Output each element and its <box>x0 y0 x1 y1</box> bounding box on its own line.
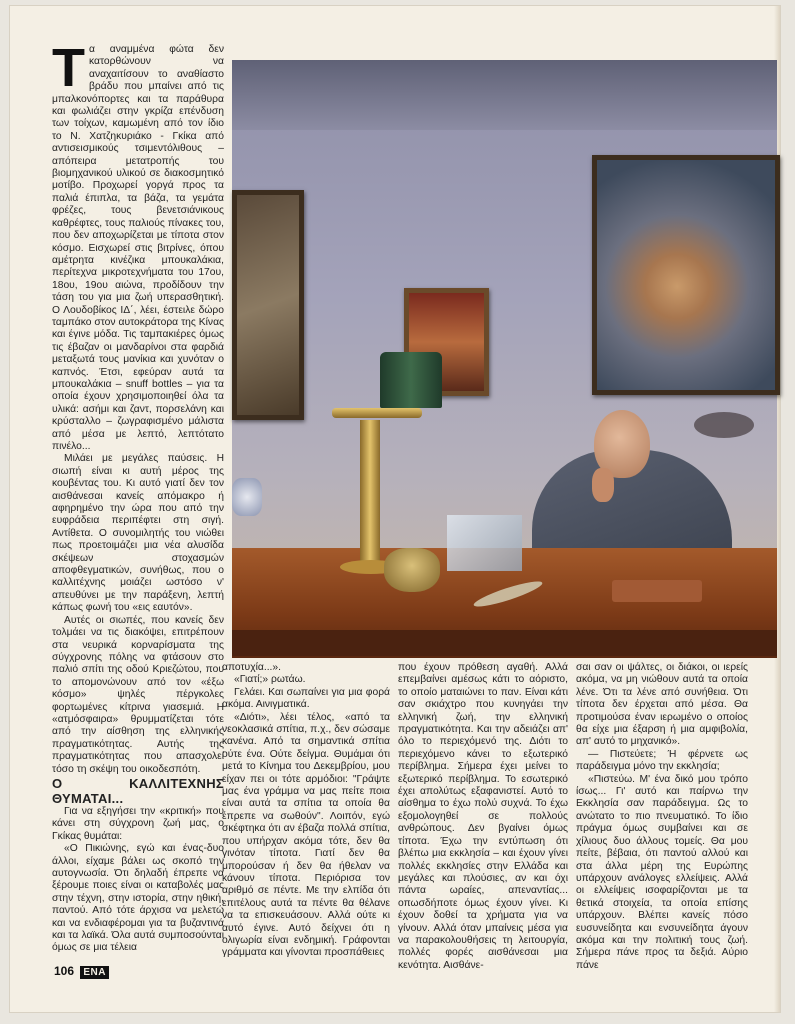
section-heading: Ο ΚΑΛΛΙΤΕΧΝΗΣ ΘΥΜΑΤΑΙ... <box>52 775 224 806</box>
man-hand <box>592 468 614 502</box>
photo-wall-top <box>232 60 777 130</box>
candelabra-arm <box>332 408 422 418</box>
paragraph: «Διότι», λέει τέλος, «από τα νεοκλασικά σπίτια, π.χ., δεν σώσαμε κανένα. Από τα σημαντικά σπίτια ούτε ένα. Ούτε δείγμα. Θυμάμαι ότι μετά το Κίνημα του Δεκεμβρίου, μου είχαν πει οι τότε αρμόδιοι: "Γράψτε μας ένα γράμμα να μας πείτε ποια είναι αυτά τα σπίτια τα οποία θα έπρεπε να σωθούν". Λοιπόν, εγώ σκέφτηκα ότι αν έβαζα πολλά σπίτια, που υπήρχαν ακόμα τότε, δεν θα γινόταν τίποτα. Γιατί δεν θα μπορούσαν ή δεν θα ήθελαν να κάνουν τίποτα. Περιόρισα τον αριθμό σε πέντε. Με την ελπίδα ότι επιτέλους αυτά τα πέντε θα θέλανε να τα επισκευάσουν. Αλλά ούτε κι αυτό έγινε. Αυτό δείχνει ότι η ολιγωρία είναι ενδημική. Γράφονται γράμματα και γίνονται προσπάθειες <box>222 711 390 959</box>
porcelain-vase <box>232 478 262 516</box>
paragraph: — Πιστεύετε; Ή φέρνετε ως παράδειγμα μόνο την εκκλησία; <box>576 748 748 773</box>
drop-cap: Τ <box>52 38 85 98</box>
brass-bowl <box>384 548 440 592</box>
article-column-4 <box>576 662 748 971</box>
page-number: 106 <box>54 964 75 978</box>
brass-lamp-stem <box>360 420 380 570</box>
paragraph: «Ο Πικιώνης, εγώ και ένας-δυο άλλοι, είχαμε βάλει ως σκοπό την αυτογνωσία. Ότι δηλαδή έπρεπε να ξέρουμε ποιες είναι οι καταβολές μας στην τέχνη, στην ιστορία, στην ηθική, παντού. Από τότε άρχισα να μελετώ και να ενδιαφέρομαι για τα βυζαντινά και τα λαϊκά. Όλα αυτά συμποσούνται όμως σε μια τέλεια <box>52 843 224 954</box>
paragraph: α αναμμένα φώτα δεν κατορθώνουν να αναχαιτίσουν το αναθίαστο βράδυ που μπαίνει από τις μπαλκονόπορτες και τα παράθυρα και φωλιάζει στην γκρίζα επένδυση των τοίχων, καμωμένη από τον ίδιο το Ν. Χατζηκυριάκο - Γκίκα από αντισεισμικούς τσιμεντόλιθους – απόπειρα μετατροπής του βιομηχανικού υλικού σε διακοσμητικό μοτίβο. Προχωρεί γοργά προς τα παλιά έπιπλα, τα βάζα, τα γεμάτα φρέζες, τους βενετσιάνικους καθρέφτες, τους παλιούς πίνακες του, που δεν αποχωρίζεται με τίποτα στον κόσμο. Εισχωρεί στις βιτρίνες, όπου αμέτρητα κινέζικα μπουκαλάκια, περίτεχνα μικροτεχνήματα του 17ου, 18ου, 19ου αιώνα, προδίδουν την τάση του για μια ζωή υπερασθητική. Ο Λουδοβίκος ΙΔ΄, λέει, έστειλε δώρο ταμπάκο στον αυτοκράτορα της Κίνας και έγινε μόδα. Τις ταμπακιέρες όμως τις έβαζαν οι μανδαρίνοι στα φαρδιά μεταξωτά τους μανίκια και χυνόταν ο καπνός. Έτσι, εφεύραν αυτά τα μπουκαλάκια – snuff bottles – για τα οποία έχουν χρησιμοποιηθεί όλα τα υλικά: ασήμι και ζαντ, πορσελάνη και κρύσταλλο – ζωγραφισμένο μάλιστα από μέσα με λεπτό, λεπτότατο πινέλο... <box>52 44 224 452</box>
desk-edge <box>232 630 777 656</box>
article-column-2 <box>222 662 390 962</box>
green-lamp-shade <box>380 352 442 408</box>
magazine-logo: ΕΝΑ <box>80 966 109 979</box>
page-footer <box>54 964 109 979</box>
framed-portrait-painting <box>232 190 304 420</box>
portrait-photograph <box>232 60 777 656</box>
pen-tray <box>612 580 702 602</box>
article-column-3 <box>398 662 568 971</box>
paragraph: Για να εξηγήσει την «κριτική» που κάνει στη σύγχρονη ζωή μας, ο Γκίκας θυμάται: <box>52 805 224 842</box>
paragraph: Μιλάει με μεγάλες παύσεις. Η σιωπή είναι κι αυτή μέρος της κουβέντας του. Κι αυτό γιατί δεν τον αισθάνεσαι κανείς απόμακρο ή αφηρημένο την ώρα που από την ευφράδεια περιπέφτει στη σιγή. Αντίθετα. Ο συνομιλητής του νιώθει πως προετοιμάζει μια νέα αλυσίδα σκέψεων στοχασμών αποφθεγματικών, συνήθως, που ο καλλιτέχνης μοιάζει ωστόσο ν' απευθύνει με την παράξενη, λεπτή κάπως φωνή του «εις εαυτόν». <box>52 453 224 614</box>
paragraph: σαι σαν οι ψάλτες, οι διάκοι, οι ιερείς ακόμα, να μη νιώθουν αυτά τα οποία λένε. Ότι τα λένε από συνήθεια. Ότι τίποτα δεν έρχεται από μέσα. Θα προτιμούσα έναν ιερωμένο ο οποίος θα είχε μια έξαρση ή μια αμφιβολία, απ' αυτό το μηχανικό». <box>576 662 748 748</box>
paragraph: αποτυχία...». <box>222 662 282 673</box>
paragraph: Αυτές οι σιωπές, που κανείς δεν τολμάει να τις διακόψει, επιτρέπουν στα νευρικά κορναρίσματα της σύγχρονης πόλης να φτάσουν στο παλιό σπίτι της οδού Κριεζώτου, που το απομονώνουν από τον «έξω κόσμο» ψηλές πέργκολες φορτωμένες κίτρινα γιασεμιά. Η «ατμόσφαιρα» θρυμματίζεται τότε από την αίσθηση της ελληνικής πραγματικότητας. Αυτής της πραγματικότητας που απασχολεί τόσο τη σκέψη του οικοδεσπότη. <box>52 614 224 775</box>
article-column-1 <box>52 38 224 962</box>
paragraph: Γελάει. Και σωπαίνει για μια φορά ακόμα. Αινιγματικά. <box>222 686 390 711</box>
paragraph: που έχουν πρόθεση αγαθή. Αλλά επεμβαίνει αμέσως κάτι το αόριστο, το οποίο ματαιώνει το παν. Είναι κάτι σαν σκιάχτρο που κυνηγάει την ελληνική ζωή, την ελληνική πραγματικότητα. Και την αδειάζει απ' όλο το περιεχόμενό της. Διότι το περιεχόμενο κάνει το εξωτερικό περίβλημα. Σήμερα έχει μείνει το εξωτερικό περίβλημα. Το εσωτερικό έχει απολύτως εξαφανιστεί. Αυτό το αίσθημα το έχω πολύ συχνά. Το έχω εξομολογηθεί σε πολλούς ανθρώπους. Δεν βγαίνει όμως τίποτα. Έχω την εντύπωση ότι βλέπω μια εκκλησία – και έχουν γίνει πολλές εκκλησίες στην Ελλάδα και μεγάλες και πλούσιες, αν και όχι πάντα ωραίες, απεναντίας... οπωσδήποτε όμως έχουν γίνει. Κι έχουν δοθεί τα χρήματα για να γίνουν. Αλλά όταν μπαίνεις μέσα για να παρακολουθήσεις τη λειτουργία, πολλές φορές αισθάνεσαι μια κενότητα. Αισθάνε- <box>398 662 568 971</box>
framed-abstract-painting <box>592 155 780 395</box>
paragraph: «Γιατί;» ρωτάω. <box>234 674 306 686</box>
paragraph: «Πιστεύω. Μ' ένα δικό μου τρόπο ίσως... Γι' αυτό και παίρνω την Εκκλησία σαν παράδειγμα. Ως το ανώτατο το πιο πνευματικό. Το ίδιο πράγμα όμως συμβαίνει και σε χίλιους δυο άλλους τομείς. Θα μου πείτε, βέβαια, ότι παντού αλλού και στα άλλα μέρη της Ευρώπης υπάρχουν ανάλογες ελλείψεις. Αλλά οι ελλείψεις ισοφαρίζονται με τα θετικά στοιχεία, τα οποία επίσης υπάρχουν. Βλέπει κανείς πόσο ευσυνείδητα και ενσυνείδητα άγουν ακόμα και την πολιτική τους ζωή. Σήμερα πάνε προς τα δεξιά. Αύριο πάνε <box>576 773 748 971</box>
wall-shadow <box>694 412 754 438</box>
glass-object <box>447 515 522 571</box>
